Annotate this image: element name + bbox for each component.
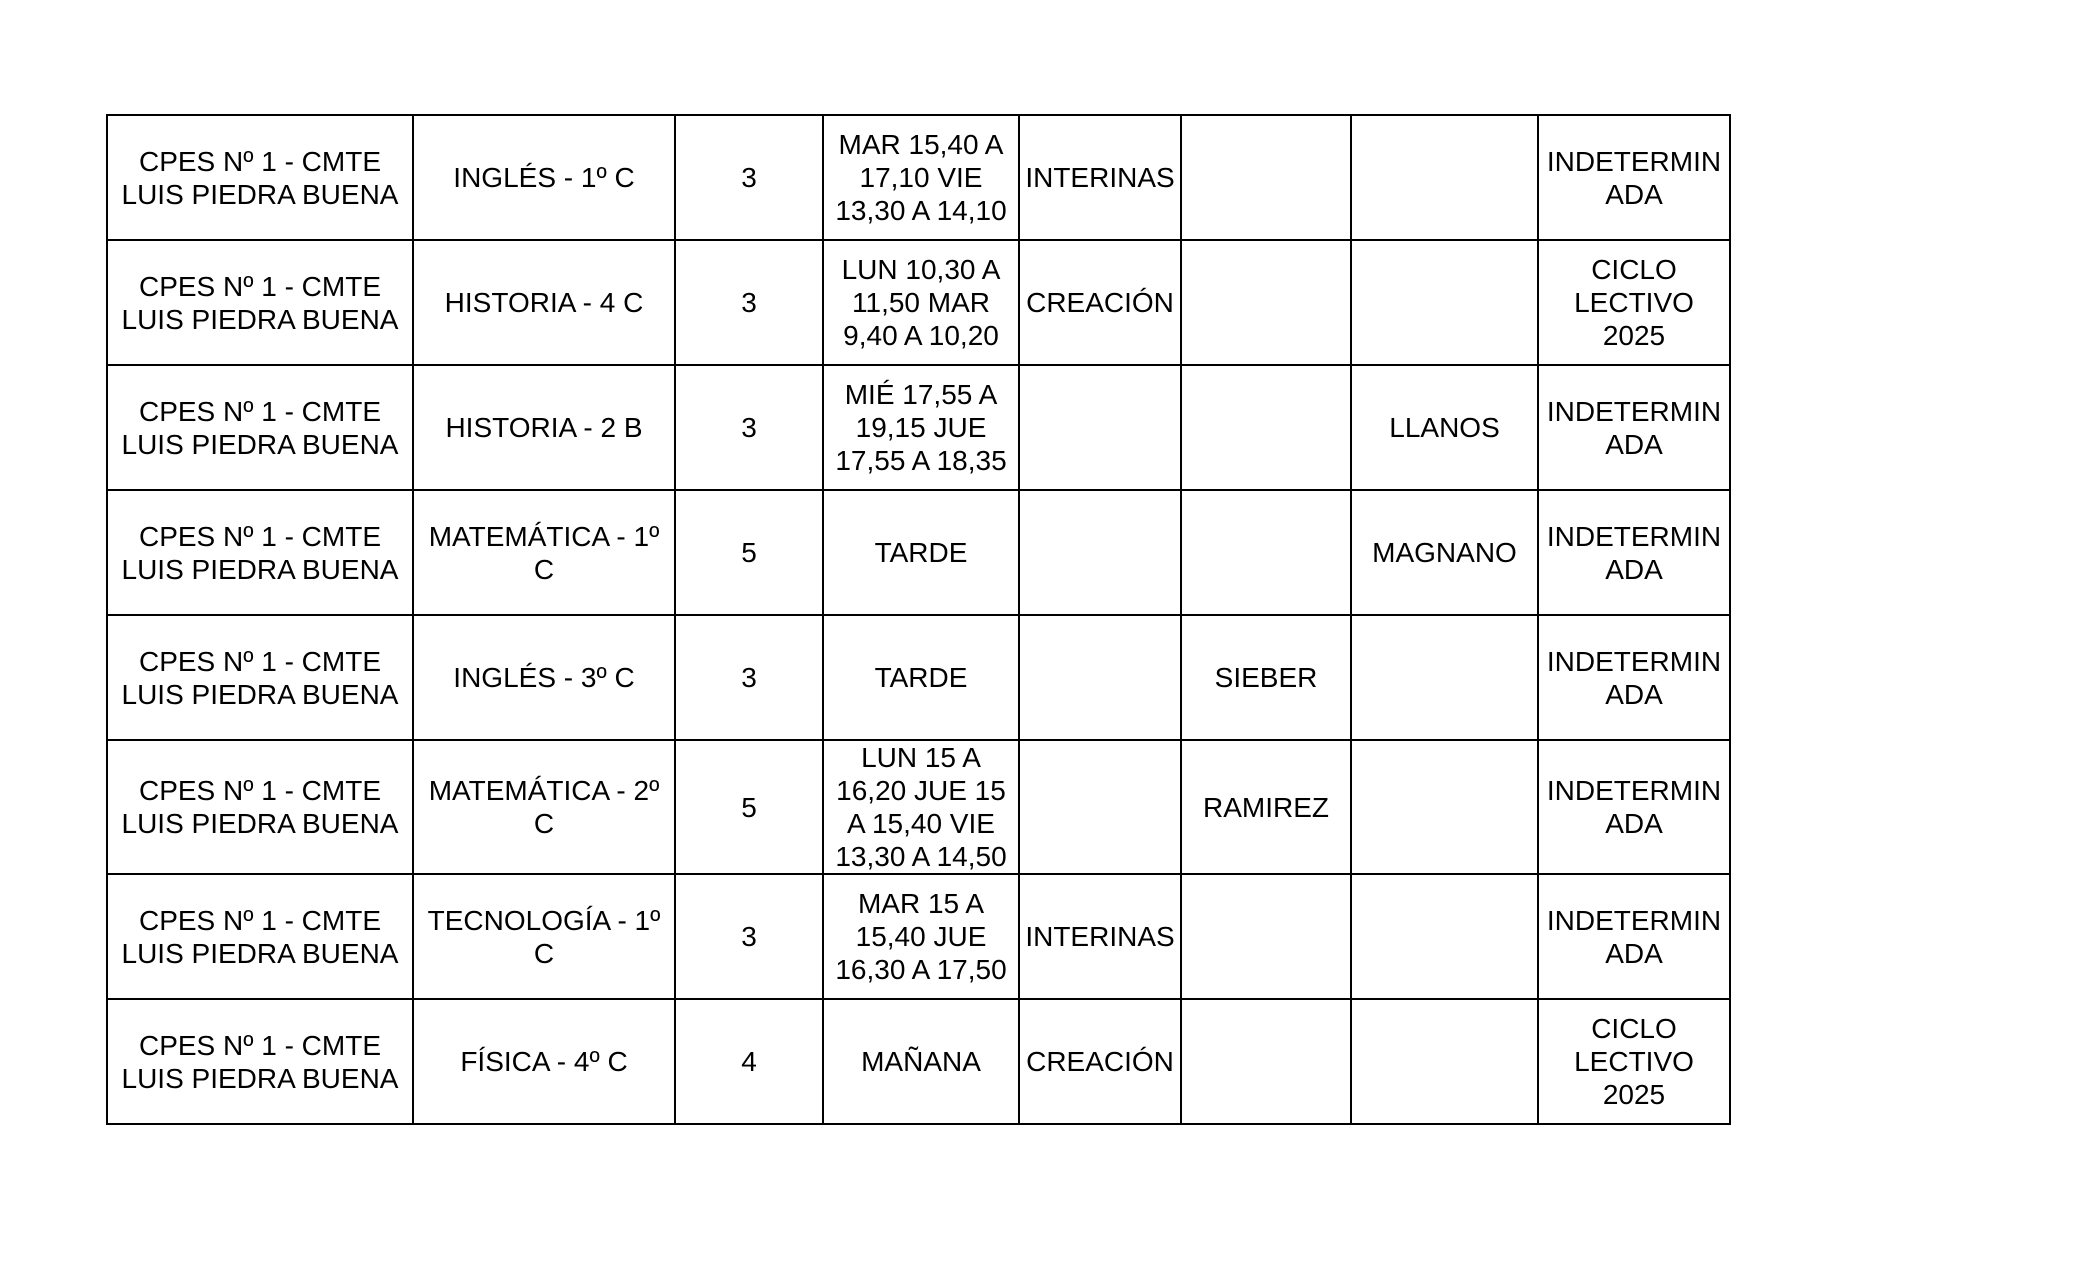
school-cell: CPES Nº 1 - CMTE LUIS PIEDRA BUENA bbox=[107, 115, 413, 240]
teacher-cell-a bbox=[1181, 874, 1351, 999]
term-cell: INDETERMIN ADA bbox=[1538, 490, 1730, 615]
teacher-cell-b bbox=[1351, 999, 1538, 1124]
table-row bbox=[107, 615, 1730, 740]
subject-cell: INGLÉS - 3º C bbox=[413, 615, 675, 740]
schedule-cell: MAR 15 A 15,40 JUE 16,30 A 17,50 bbox=[823, 874, 1019, 999]
table-body bbox=[107, 115, 1730, 1124]
table-row bbox=[107, 740, 1730, 874]
teacher-cell-b: MAGNANO bbox=[1351, 490, 1538, 615]
teacher-cell-b bbox=[1351, 115, 1538, 240]
school-cell: CPES Nº 1 - CMTE LUIS PIEDRA BUENA bbox=[107, 490, 413, 615]
subject-cell: FÍSICA - 4º C bbox=[413, 999, 675, 1124]
hours-cell: 4 bbox=[675, 999, 823, 1124]
table-row bbox=[107, 490, 1730, 615]
hours-cell: 5 bbox=[675, 490, 823, 615]
term-cell: INDETERMIN ADA bbox=[1538, 615, 1730, 740]
school-cell: CPES Nº 1 - CMTE LUIS PIEDRA BUENA bbox=[107, 240, 413, 365]
teacher-cell-b bbox=[1351, 615, 1538, 740]
teacher-cell-b bbox=[1351, 240, 1538, 365]
teacher-cell-a bbox=[1181, 365, 1351, 490]
term-cell: INDETERMIN ADA bbox=[1538, 740, 1730, 874]
schedule-cell: MAÑANA bbox=[823, 999, 1019, 1124]
subject-cell: MATEMÁTICA - 1º C bbox=[413, 490, 675, 615]
status-cell bbox=[1019, 615, 1181, 740]
table-row bbox=[107, 240, 1730, 365]
status-cell: INTERINAS bbox=[1019, 115, 1181, 240]
subject-cell: MATEMÁTICA - 2º C bbox=[413, 740, 675, 874]
subject-cell: INGLÉS - 1º C bbox=[413, 115, 675, 240]
positions-table bbox=[106, 114, 1731, 1125]
term-cell: CICLO LECTIVO 2025 bbox=[1538, 240, 1730, 365]
schedule-cell: LUN 15 A 16,20 JUE 15 A 15,40 VIE 13,30 A 14,50 bbox=[823, 740, 1019, 874]
status-cell: CREACIÓN bbox=[1019, 240, 1181, 365]
subject-cell: HISTORIA - 4 C bbox=[413, 240, 675, 365]
status-cell: CREACIÓN bbox=[1019, 999, 1181, 1124]
teacher-cell-b bbox=[1351, 740, 1538, 874]
hours-cell: 5 bbox=[675, 740, 823, 874]
status-cell bbox=[1019, 740, 1181, 874]
status-cell bbox=[1019, 490, 1181, 615]
teacher-cell-b: LLANOS bbox=[1351, 365, 1538, 490]
table-row bbox=[107, 115, 1730, 240]
status-cell bbox=[1019, 365, 1181, 490]
hours-cell: 3 bbox=[675, 365, 823, 490]
teacher-cell-a bbox=[1181, 115, 1351, 240]
schedule-cell: TARDE bbox=[823, 615, 1019, 740]
school-cell: CPES Nº 1 - CMTE LUIS PIEDRA BUENA bbox=[107, 740, 413, 874]
teacher-cell-a bbox=[1181, 240, 1351, 365]
teacher-cell-a: RAMIREZ bbox=[1181, 740, 1351, 874]
subject-cell: TECNOLOGÍA - 1º C bbox=[413, 874, 675, 999]
teacher-cell-a bbox=[1181, 999, 1351, 1124]
table-row bbox=[107, 365, 1730, 490]
schedule-cell: MIÉ 17,55 A 19,15 JUE 17,55 A 18,35 bbox=[823, 365, 1019, 490]
teacher-cell-a: SIEBER bbox=[1181, 615, 1351, 740]
hours-cell: 3 bbox=[675, 874, 823, 999]
teacher-cell-a bbox=[1181, 490, 1351, 615]
table-row bbox=[107, 874, 1730, 999]
hours-cell: 3 bbox=[675, 615, 823, 740]
term-cell: INDETERMIN ADA bbox=[1538, 115, 1730, 240]
hours-cell: 3 bbox=[675, 115, 823, 240]
school-cell: CPES Nº 1 - CMTE LUIS PIEDRA BUENA bbox=[107, 365, 413, 490]
schedule-cell: TARDE bbox=[823, 490, 1019, 615]
school-cell: CPES Nº 1 - CMTE LUIS PIEDRA BUENA bbox=[107, 999, 413, 1124]
schedule-cell: LUN 10,30 A 11,50 MAR 9,40 A 10,20 bbox=[823, 240, 1019, 365]
table-row bbox=[107, 999, 1730, 1124]
school-cell: CPES Nº 1 - CMTE LUIS PIEDRA BUENA bbox=[107, 615, 413, 740]
term-cell: INDETERMIN ADA bbox=[1538, 365, 1730, 490]
subject-cell: HISTORIA - 2 B bbox=[413, 365, 675, 490]
hours-cell: 3 bbox=[675, 240, 823, 365]
term-cell: CICLO LECTIVO 2025 bbox=[1538, 999, 1730, 1124]
school-cell: CPES Nº 1 - CMTE LUIS PIEDRA BUENA bbox=[107, 874, 413, 999]
teacher-cell-b bbox=[1351, 874, 1538, 999]
schedule-cell: MAR 15,40 A 17,10 VIE 13,30 A 14,10 bbox=[823, 115, 1019, 240]
term-cell: INDETERMIN ADA bbox=[1538, 874, 1730, 999]
status-cell: INTERINAS bbox=[1019, 874, 1181, 999]
